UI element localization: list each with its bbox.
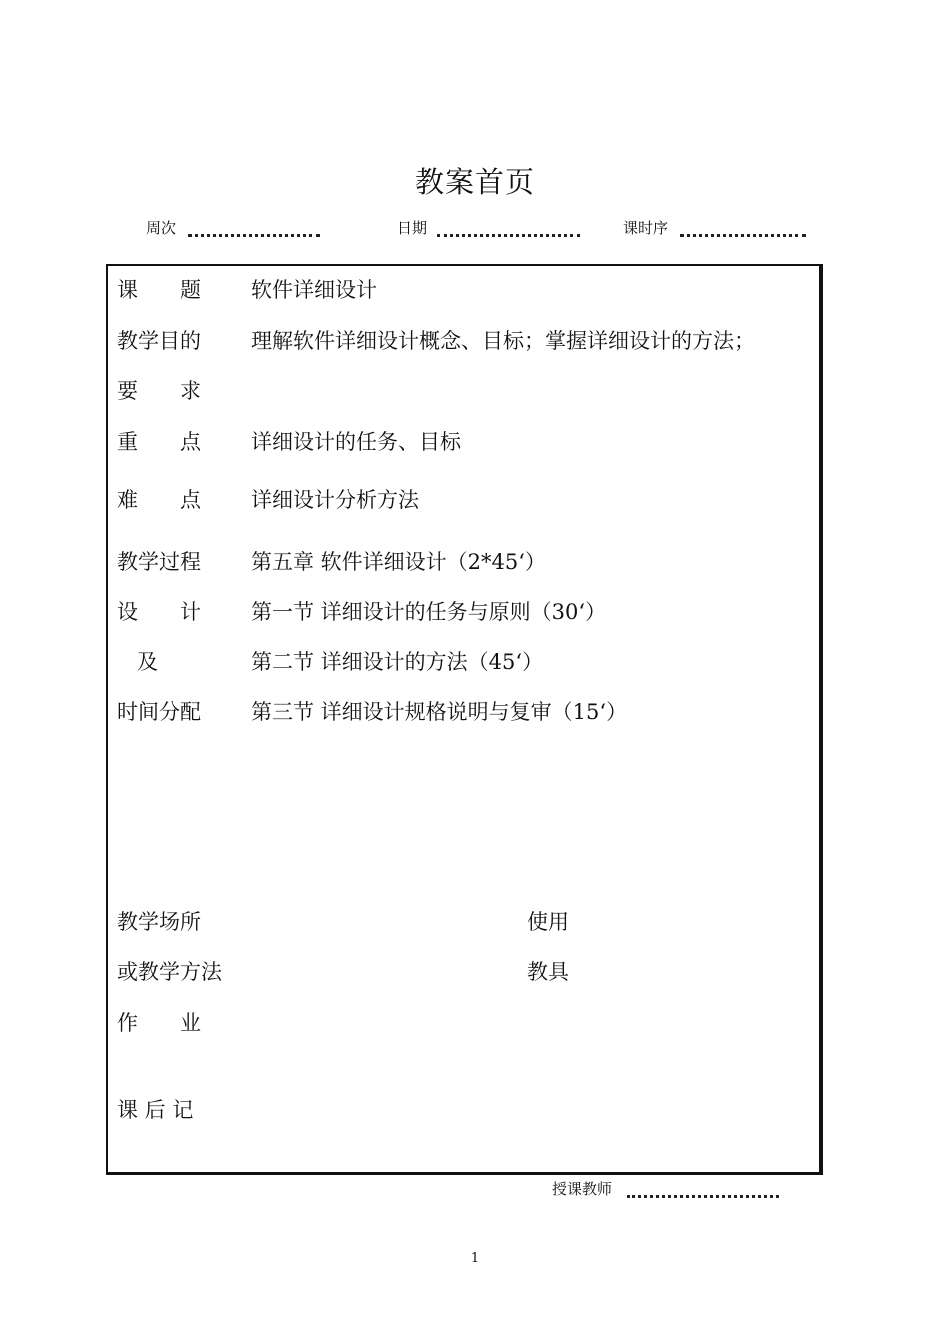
difficulties-value: 详细设计分析方法 — [251, 488, 419, 512]
page-number: 1 — [470, 1251, 480, 1266]
homework-label: 作 业 — [117, 1011, 201, 1035]
venue-label: 教学场所 — [117, 910, 201, 934]
teacher-label: 授课教师 — [552, 1180, 613, 1198]
process-item: 第一节 详细设计的任务与原则（30‘） — [251, 600, 607, 624]
notes-label: 课 后 记 — [117, 1098, 194, 1122]
date-field[interactable] — [437, 234, 580, 237]
lesson-order-label: 课时序 — [623, 219, 669, 237]
method-label: 或教学方法 — [117, 960, 222, 984]
difficulties-label: 难 点 — [117, 488, 201, 512]
week-label: 周次 — [146, 219, 177, 237]
page-title: 教案首页 — [414, 165, 535, 199]
time-allocation-label: 时间分配 — [117, 700, 201, 724]
tools-label-1: 使用 — [527, 910, 569, 934]
key-points-label: 重 点 — [117, 430, 201, 454]
week-field[interactable] — [188, 234, 320, 237]
tools-label-2: 教具 — [527, 960, 569, 984]
teacher-field[interactable] — [627, 1195, 779, 1198]
process-item: 第三节 详细设计规格说明与复审（15‘） — [251, 700, 628, 724]
objectives-label: 教学目的 — [117, 329, 201, 353]
objectives-value: 理解软件详细设计概念、目标；掌握详细设计的方法； — [251, 329, 755, 353]
date-label: 日期 — [397, 219, 428, 237]
topic-label: 课 题 — [117, 278, 201, 302]
and-label: 及 — [137, 650, 158, 674]
process-label: 教学过程 — [117, 550, 201, 574]
requirements-label: 要 求 — [117, 379, 201, 403]
lesson-order-field[interactable] — [680, 234, 806, 237]
key-points-value: 详细设计的任务、目标 — [251, 430, 461, 454]
topic-value: 软件详细设计 — [251, 278, 377, 302]
design-label: 设 计 — [117, 600, 201, 624]
process-item: 第五章 软件详细设计（2*45‘） — [251, 550, 546, 574]
process-item: 第二节 详细设计的方法（45‘） — [251, 650, 544, 674]
